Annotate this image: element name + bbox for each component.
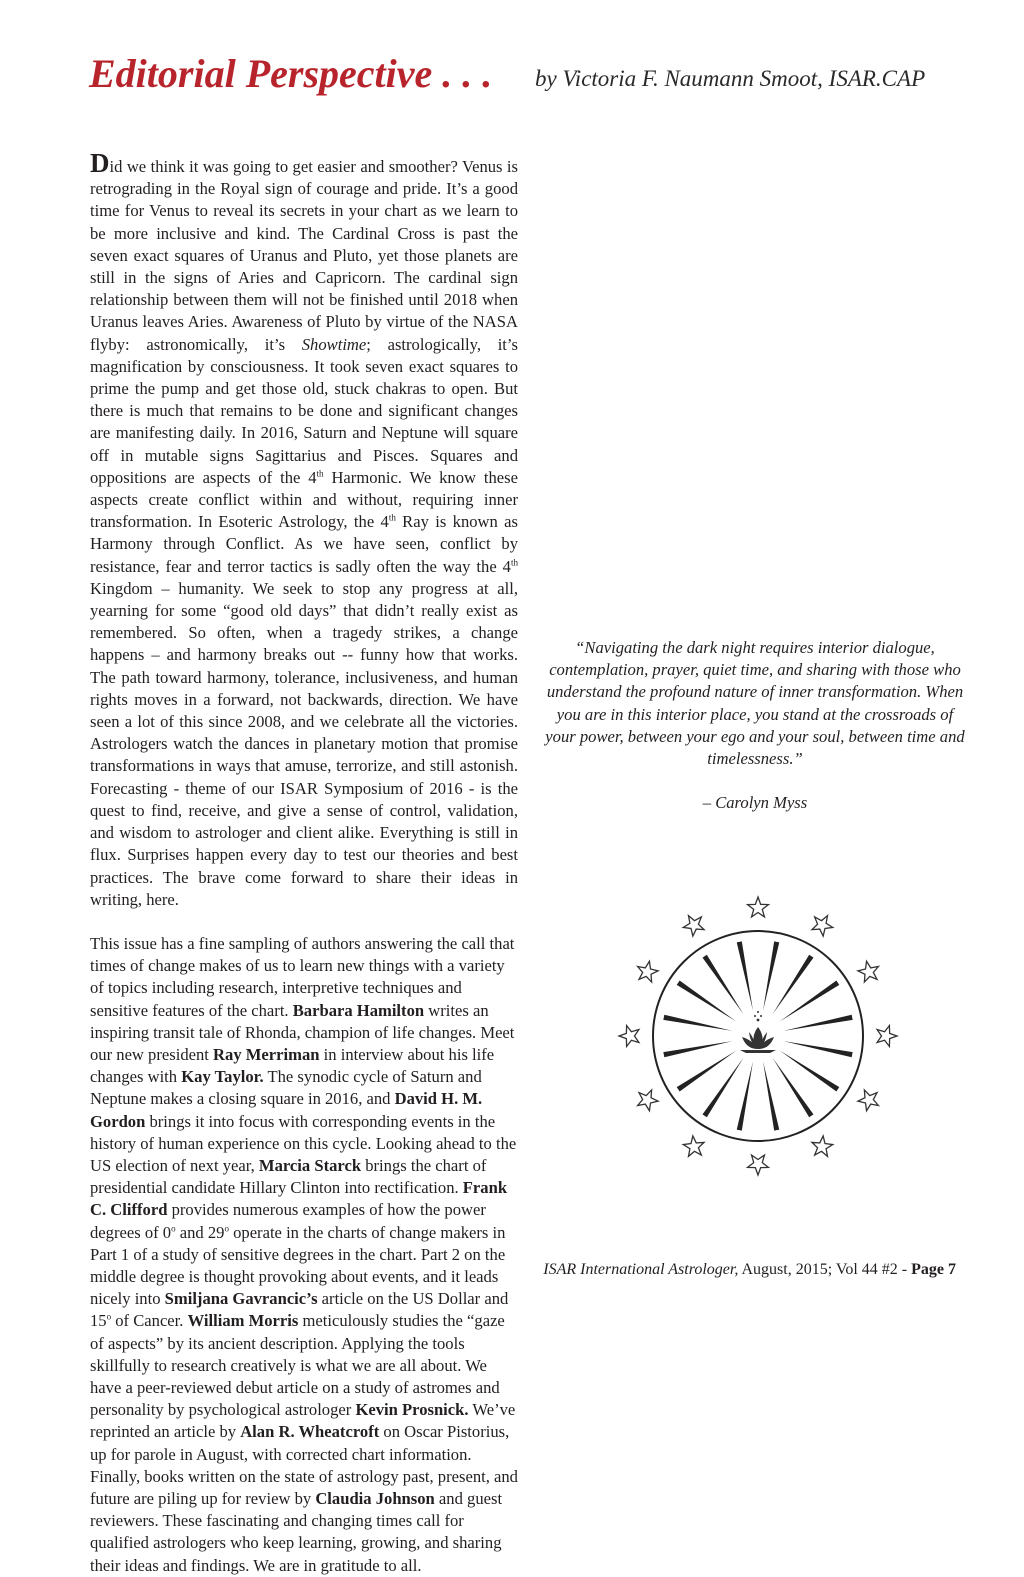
wheel-ray <box>772 955 813 1015</box>
author-name: Smiljana Gavrancic’s <box>164 1289 318 1309</box>
star-icon <box>858 961 878 982</box>
wheel-ray <box>784 1015 853 1031</box>
showtime-italic: Showtime <box>301 334 367 354</box>
star-icon <box>638 961 658 982</box>
wheel-ray <box>780 981 840 1022</box>
wheel-ray <box>677 1050 737 1091</box>
wheel-ray <box>780 1050 840 1091</box>
intro-paragraph: Did we think it was going to get easier and smoother? Venus is retrograding in the Royal sign of courage and pride. It’s a good time for Venus to reveal its secrets in your chart as we learn to be more inclusive and kind. The Cardinal Cross is past the seven exact squares of Uranus and Pluto, yet those planets are still in the signs of Aries and Capricorn. The cardinal sign relationship between them will not be finished until 2018 when Uranus leaves Aries. Awareness of Pluto by virtue of the NASA flyby: astronomically, it’s Showtime; astrologically, it’s magnification by consciousness. It took seven exact squares to prime the pump and get those old, stuck chakras to open. But there is much that remains to be done and significant changes are manifesting daily. In 2016, Saturn and Neptune will square off in mutable signs Sagittarius and Pisces. Squares and oppositions are aspects of the 4th Harmonic. We know these aspects create conflict within and without, requiring inner transformation. In Esoteric Astrology, the 4th Ray is known as Harmony through Conflict. As we have seen, conflict by resistance, fear and terror tactics is sadly often the way the 4th Kingdom – humanity. We seek to stop any progress at all, yearning for some “good old days” that didn’t really exist as remembered. So often, when a tragedy strikes, a change happens – and harmony breaks out -- funny how that works. The path toward harmony, tolerance, inclusiveness, and human rights moves in a forward, not backwards, direction. We have seen a lot of this since 2008, and we celebrate all the victories. Astrologers watch the dances in planetary motion that promise transformations in ways that amuse, terrorize, and still astonish. Forecasting - theme of our ISAR Symposium of 2016 - is the quest to find, receive, and give a sense of control, validation, and wisdom to astrologer and client alike. Everything is still in flux. Surprises happen every day to test our theories and best practices. The brave come forward to share their ideas in writing, here. <box>90 148 518 909</box>
wheel-ray <box>663 1041 732 1057</box>
pull-quote <box>541 637 969 814</box>
wheel-ray <box>703 1058 744 1118</box>
wheel-ray <box>784 1041 853 1057</box>
star-icon <box>683 1136 704 1156</box>
star-icon <box>877 1026 897 1047</box>
drop-cap: D <box>90 148 110 178</box>
wheel-ray <box>737 941 753 1010</box>
wheel-ray <box>663 1015 732 1031</box>
issue-overview-paragraph: This issue has a fine sampling of authors answering the call that times of change makes of us to learn new things with a variety of topics including research, interpretive techniques and sensitive features of the chart. Barbara Hamilton writes an inspiring transit tale of Rhonda, champion of life changes. Meet our new president Ray Merriman in interview about his life changes with Kay Taylor. The synodic cycle of Saturn and Neptune makes a closing square in 2016, and David H. M. Gordon brings it into focus with corresponding events in the history of human experience on this cycle. Looking ahead to the US election of next year, Marcia Starck brings the chart of presidential candidate Hillary Clinton into rectification. Frank C. Clifford provides numerous examples of how the power degrees of 0$^o$ and 29$^o$ operate in the charts of change makers in Part 1 of a study of sensitive degrees in the chart. Part 2 on the middle degree is thought provoking about events, and it leads nicely into Smiljana Gavrancic’s article on the US Dollar and 15$^o$ of Cancer. William Morris meticulously studies the “gaze of aspects” by its ancient description. Applying the tools skillfully to research creatively is what we are all about. We have a peer-reviewed debut article on a study of astromes and personality by psychological astrologer Kevin Prosnick. We’ve reprinted an article by Alan R. Wheatcroft on Oscar Pistorius, up for parole in August, with corrected chart information. Finally, books written on the state of astrology past, present, and future are piling up for review by Claudia Johnson and guest reviewers. These fascinating and changing times call for qualified astrologers who keep learning, growing, and sharing their ideas and findings. We are in gratitude to all. <box>90 933 518 1575</box>
star-wheel-illustration <box>617 895 899 1177</box>
author-name: Kevin Prosnick. <box>355 1400 469 1420</box>
star-icon <box>683 916 704 936</box>
page-title: Editorial Perspective . . . <box>89 51 493 96</box>
wheel-ray <box>763 941 779 1010</box>
author-name: Claudia Johnson <box>315 1488 435 1508</box>
issue-info: August, 2015; Vol 44 #2 - <box>738 1261 912 1278</box>
publication-name: ISAR International Astrologer, <box>543 1261 739 1278</box>
author-name: William Morris <box>187 1311 299 1331</box>
page-footer <box>543 1261 956 1279</box>
wheel-ray <box>737 1062 753 1131</box>
author-name: Marcia Starck <box>258 1155 362 1175</box>
author-byline: by Victoria F. Naumann Smoot, ISAR.CAP <box>535 66 926 91</box>
quote-attribution: – Carolyn Myss <box>702 793 808 813</box>
star-icon <box>638 1090 658 1111</box>
wheel-ray <box>703 955 744 1015</box>
author-name: Alan R. Wheatcroft <box>240 1422 380 1442</box>
wheel-ray <box>763 1062 779 1131</box>
star-icon <box>748 897 769 917</box>
author-name: Kay Taylor. <box>181 1067 264 1087</box>
star-icon <box>812 1136 833 1156</box>
star-icon <box>812 916 833 936</box>
star-icon <box>748 1155 769 1175</box>
star-icon <box>619 1026 639 1047</box>
author-name: Ray Merriman <box>213 1044 320 1064</box>
wheel-ray <box>772 1058 813 1118</box>
lotus-icon <box>740 1011 776 1053</box>
wheel-ray <box>677 981 737 1022</box>
author-name: Barbara Hamilton <box>292 1000 425 1020</box>
page-number: Page 7 <box>911 1261 956 1278</box>
author-name: David H. M. Gordon <box>90 1089 483 1131</box>
star-icon <box>858 1090 878 1111</box>
article-column-left <box>90 148 518 1577</box>
author-name: Frank C. Clifford <box>90 1178 508 1220</box>
quote-text: “Navigating the dark night requires interior dialogue, contemplation, prayer, quiet time, and sharing with those who understand the profound nature of inner transformation. When you are in this interior place, you stand at the crossroads of your power, between your ego and your soul, between time and timelessness.” <box>545 638 965 769</box>
